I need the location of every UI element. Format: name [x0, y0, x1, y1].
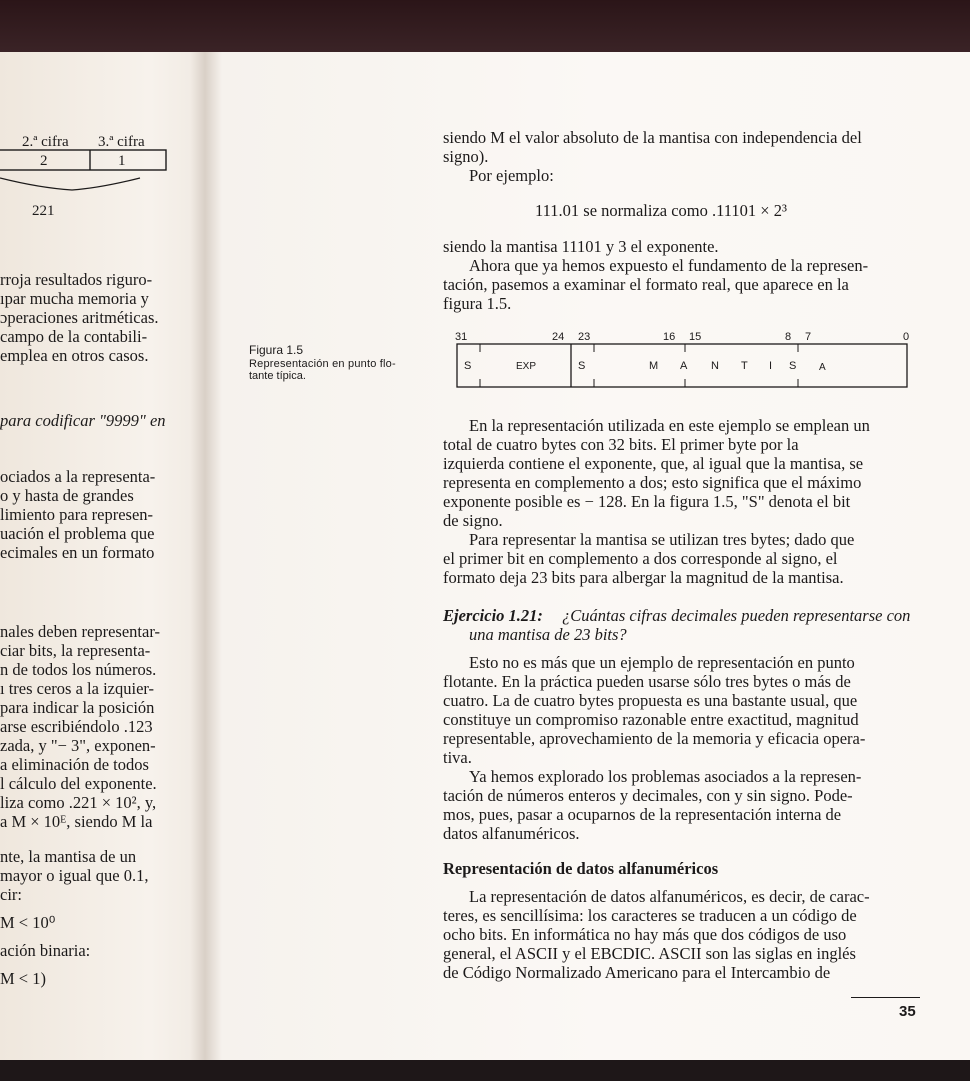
left-line: limiento para represen-: [0, 505, 154, 524]
body-line: Esto no es más que un ejemplo de representación en punto: [469, 653, 855, 672]
field-label: S: [789, 360, 797, 372]
body-line: el primer bit en complemento a dos corresponde al signo, el: [443, 549, 838, 568]
field-label: I: [769, 360, 773, 372]
body-line: cuatro. La de cuatro bytes propuesta es una bastante usual, que: [443, 691, 858, 710]
bit-number: 23: [578, 331, 591, 343]
body-line: Ya hemos explorado los problemas asociados a la represen-: [469, 767, 862, 786]
left-line: zada, y "− 3", exponen-: [0, 736, 156, 755]
body-line: mos, pues, pasar a ocuparnos de la representación interna de: [443, 805, 842, 824]
cifra-3-label: 3.ª cifra: [98, 134, 145, 150]
body-line: total de cuatro bytes con 32 bits. El primer byte por la: [443, 435, 799, 454]
exercise-question: una mantisa de 23 bits?: [469, 625, 627, 644]
body-line: ocho bits. En informática no hay más que dos códigos de uso: [443, 925, 847, 944]
left-line: para indicar la posición: [0, 698, 155, 717]
bit-number: 15: [689, 331, 702, 343]
body-line: figura 1.5.: [443, 294, 512, 313]
left-line: ı tres ceros a la izquier-: [0, 679, 155, 698]
left-line: nte, la mantisa de un: [0, 847, 137, 866]
left-line: rroja resultados riguro-: [0, 270, 153, 289]
caption-line: Representación en punto flo-: [249, 358, 396, 370]
left-line: arse escribiéndolo .123: [0, 717, 153, 736]
left-line: ıpar mucha memoria y: [0, 289, 149, 308]
field-label: A: [680, 360, 688, 372]
body-line: La representación de datos alfanuméricos, es decir, de carac-: [469, 887, 870, 906]
page-number: 35: [899, 1003, 916, 1020]
field-label: S: [578, 360, 586, 372]
left-line: liza como .221 × 10², y,: [0, 793, 157, 812]
left-line: uación el problema que: [0, 524, 155, 543]
scan-bottom-edge: [0, 1060, 970, 1081]
field-label: T: [741, 360, 748, 372]
body-line: exponente posible es − 128. En la figura 1.5, "S" denota el bit: [443, 492, 851, 511]
book-spread: [0, 52, 970, 1060]
body-line: tación, pasemos a examinar el formato real, que aparece en la: [443, 275, 849, 294]
left-line: emplea en otros casos.: [0, 346, 149, 365]
left-line: cir:: [0, 885, 22, 904]
cifra-2-label: 2.ª cifra: [22, 134, 69, 150]
left-line: ciar bits, la representa-: [0, 641, 151, 660]
left-line: ecimales en un formato: [0, 543, 155, 562]
field-label: M: [649, 360, 659, 372]
left-line: campo de la contabili-: [0, 327, 148, 346]
body-line: flotante. En la práctica pueden usarse sólo tres bytes o más de: [443, 672, 851, 691]
body-line: izquierda contiene el exponente, que, al igual que la mantisa, se: [443, 454, 864, 473]
left-line: o y hasta de grandes: [0, 486, 134, 505]
body-line: Ahora que ya hemos expuesto el fundamento de la represen-: [469, 256, 869, 275]
body-line: signo).: [443, 147, 489, 166]
caption-line: tante típica.: [249, 370, 306, 382]
body-line: representable, aprovechamiento de la memoria y eficacia opera-: [443, 729, 866, 748]
left-line: l cálculo del exponente.: [0, 774, 157, 793]
caption-title: Figura 1.5: [249, 343, 304, 357]
exercise-label: Ejercicio 1.21:: [443, 606, 543, 625]
section-heading: Representación de datos alfanuméricos: [443, 859, 719, 878]
left-line: ociados a la representa-: [0, 467, 156, 486]
exercise-question: ¿Cuántas cifras decimales pueden representarse con: [562, 606, 911, 625]
inequality-2: M < 1): [0, 969, 46, 988]
left-line: a M × 10ᴱ, siendo M la: [0, 812, 153, 831]
body-line: Para representar la mantisa se utilizan tres bytes; dado que: [469, 530, 855, 549]
body-line: En la representación utilizada en este ejemplo se emplean un: [469, 416, 870, 435]
body-line: teres, es sencillísima: los caracteres se traducen a un código de: [443, 906, 857, 925]
body-line: formato deja 23 bits para albergar la magnitud de la mantisa.: [443, 568, 844, 587]
footer-rule: [851, 997, 920, 998]
left-exercise-fragment: para codificar "9999" en: [0, 411, 166, 430]
body-line: tiva.: [443, 748, 472, 767]
left-line: ɔperaciones aritméticas.: [0, 308, 159, 327]
body-line: siendo M el valor absoluto de la mantisa con independencia del: [443, 128, 862, 147]
bit-number: 0: [903, 331, 910, 343]
body-line: siendo la mantisa 11101 y 3 el exponente.: [443, 237, 719, 256]
left-line: n de todos los números.: [0, 660, 157, 679]
body-line: de Código Normalizado Americano para el Intercambio de: [443, 963, 831, 982]
bit-number: 8: [785, 331, 792, 343]
left-line: a eliminación de todos: [0, 755, 149, 774]
left-line: mayor o igual que 0.1,: [0, 866, 149, 885]
body-line: constituye un compromiso razonable entre exactitud, magnitud: [443, 710, 859, 729]
bit-number: 31: [455, 331, 468, 343]
left-line: nales deben representar-: [0, 622, 160, 641]
field-label: A: [819, 362, 826, 373]
field-label: S: [464, 360, 472, 372]
bit-number: 24: [552, 331, 565, 343]
bit-number: 7: [805, 331, 812, 343]
body-line: general, el ASCII y el EBCDIC. ASCII son las siglas en inglés: [443, 944, 856, 963]
box-digit-2: 2: [40, 153, 48, 169]
box-digit-1: 1: [118, 153, 126, 169]
brace-value: 221: [32, 203, 55, 219]
body-line: representa en complemento a dos; esto significa que el máximo: [443, 473, 862, 492]
inequality-1: M < 10⁰: [0, 913, 56, 932]
body-line: tación de números enteros y decimales, con y sin signo. Pode-: [443, 786, 853, 805]
binary-line: ación binaria:: [0, 941, 91, 960]
field-label: N: [711, 360, 719, 372]
example-formula: 111.01 se normaliza como .11101 × 2³: [535, 201, 787, 220]
body-line: datos alfanuméricos.: [443, 824, 580, 843]
body-line: de signo.: [443, 511, 503, 530]
bit-number: 16: [663, 331, 676, 343]
example-label: Por ejemplo:: [469, 166, 554, 185]
scan-top-edge: [0, 0, 970, 52]
field-label: EXP: [516, 361, 537, 372]
